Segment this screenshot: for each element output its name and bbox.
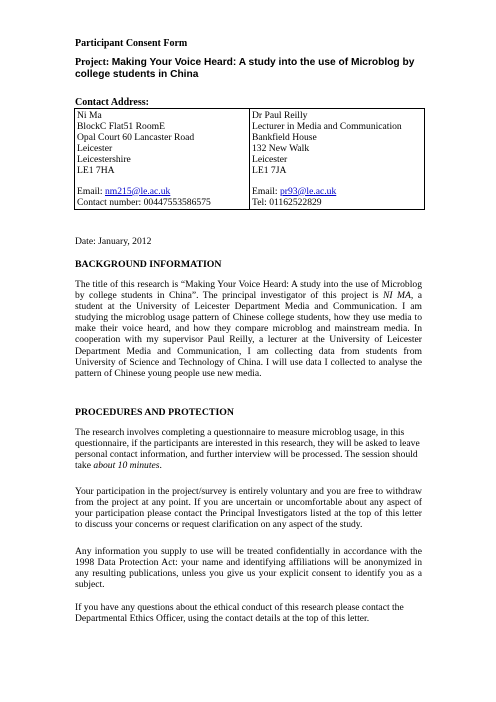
project-line <box>75 57 430 81</box>
project-label: Project: <box>75 57 110 68</box>
contact-email-row <box>77 186 247 197</box>
ethics-paragraph: If you have any questions about the ethical conduct of this research please contact the Departmental Ethics Officer, using the contact details at the top of this letter. <box>75 602 404 625</box>
contact-phone-row <box>77 197 247 208</box>
email-link[interactable]: pr93@le.ac.uk <box>279 185 337 197</box>
contact-line: LE1 7JA <box>252 165 287 177</box>
contact-line: Leicestershire <box>77 154 131 166</box>
email-link[interactable]: nm215@le.ac.uk <box>104 185 171 197</box>
contact-line: LE1 7HA <box>77 165 115 177</box>
paragraph-text: . <box>159 460 162 472</box>
phone-label: Tel: <box>252 196 267 208</box>
project-title: Making Your Voice Heard: A study into the use of Microblog by college students in China <box>75 57 415 80</box>
confidentiality-paragraph: Any information you supply to use will be treated confidentially in accordance with the 1998 Data Protection Act: your name and identifying affiliations will be anonymized in any resulting publications, unless you give us your explicit consent to identify you as a subject. <box>75 546 422 591</box>
contact-line: Lecturer in Media and Communication <box>252 121 402 133</box>
contact-line: Dr Paul Reilly <box>252 110 308 121</box>
contact-phone-row <box>252 197 422 208</box>
paragraph-text: The title of this research is “Making Your Voice Heard: A study into the use of Microblog by college students in China”. The principal investigator of this project is <box>75 279 422 302</box>
session-duration: about 10 minutes <box>93 460 160 472</box>
email-label: Email: <box>252 185 278 197</box>
form-date: Date: January, 2012 <box>75 236 152 247</box>
contact-line: Bankfield House <box>252 132 317 144</box>
procedures-heading: PROCEDURES AND PROTECTION <box>75 407 234 418</box>
contact-line: Ni Ma <box>77 110 102 121</box>
participation-paragraph: Your participation in the project/survey is entirely voluntary and you are free to withdraw from the project at any point. If you are uncertain or uncomfortable about any aspect of your participation please contact the Principal Investigators listed at the top of this letter to discuss your concerns or request clarification on any aspect of the study. <box>75 486 422 531</box>
investigator-name: NI MA <box>383 290 411 302</box>
contact-line: Leicester <box>77 143 113 155</box>
background-paragraph <box>75 279 422 379</box>
phone-label: Contact number: <box>77 196 142 208</box>
contact-line: Leicester <box>252 154 288 166</box>
paragraph-text: The research involves completing a questionnaire to measure microblog usage, in this questionnaire, if the participants are interested in this research, they will be asked to leave personal contact information, and further interview will be processed. The session should take <box>75 427 420 472</box>
contact-table <box>74 108 425 210</box>
phone-number: 01162522829 <box>269 196 322 208</box>
paragraph-text: , a student at the University of Leicester Department Media and Communication. I am studying the microblog usage pattern of Chinese college students, how they use media to make their voice heard, and how they compare microblog and mainstream media. In cooperation with my supervisor Paul Reilly, a lecturer at the University of Leicester Department Media and Communication, I am collecting data from students from University of Science and Technology of China. I will use data I collected to analyse the pattern of Chinese young people use new media. <box>75 290 422 379</box>
contact-cell-supervisor <box>250 109 425 210</box>
contact-line: Opal Court 60 Lancaster Road <box>77 132 195 144</box>
contact-line: 132 New Walk <box>252 143 310 155</box>
form-title: Participant Consent Form <box>75 38 188 49</box>
phone-number: 00447553586575 <box>143 196 211 208</box>
contact-cell-student <box>75 109 250 210</box>
procedures-paragraph <box>75 427 422 471</box>
background-heading: BACKGROUND INFORMATION <box>75 259 222 270</box>
contact-address-label: Contact Address: <box>75 97 149 108</box>
contact-email-row <box>252 186 422 197</box>
email-label: Email: <box>77 185 103 197</box>
contact-line: BlockC Flat51 RoomE <box>77 121 165 133</box>
